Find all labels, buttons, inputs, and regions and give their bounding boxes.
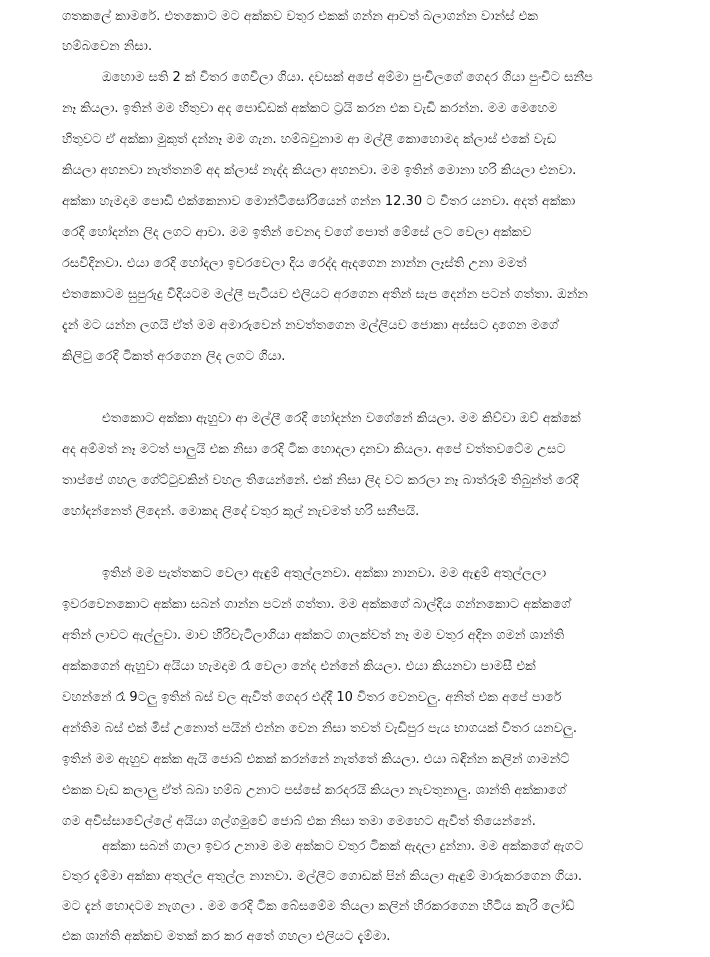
paragraph-1-line-1: ගතකලේ කාමරේ. එතකොට මට අක්කව වතුර එකක් ගන්න ආවත් බලාගන්න වාන්ස් එක [62, 9, 538, 24]
paragraph-2-line-8: එතකොටම සුපුරුදු විදියටම මල්ලී පැටියව එලියට අරගෙන අතින් සැප දෙන්න පටන් ගත්තා. ඔන්න [62, 287, 588, 302]
paragraph-4-line-6: අන්තිම බස් එක් මිස් උනොත් පයින් එන්න වෙන නිසා තවත් වැඩිපුර පැය භාගයක් විතර යනවලු. [62, 721, 577, 736]
paragraph-3-line-4: හෝදන්නෙත් ලිදෙන්. මොකද ලිදේ වතුර කූල් නැවමත් හරි සනීපයි. [62, 504, 420, 519]
paragraph-5-line-2: වතුර දැම්මා අක්කා අතුල්ල අතුල්ල නානවා. මල්ලීට ගොඩක් පින් කියලා ඇඳුම් මාරුකරගෙන ගියා. [62, 869, 582, 884]
paragraph-2-line-9: දැන් මට යන්න ලගයි ඒත් මම අමාරුවෙන් නවත්තගෙන මල්ලියව ජොකා අස්සට දාගෙන මගේ [62, 318, 559, 333]
paragraph-2-line-3: හිතුවට ඒ අක්කා මුකුත් දන්නෑ මම ගැන. හම්බවුනාම ආ මල්ලී කොහොමද ක්ලාස් එකේ වැඩ [62, 132, 557, 147]
paragraph-2-line-1: ඔහොම සති 2 ක් විතර ගෙවිලා ගියා. දවසක් අපේ අම්මා පුංචිලගේ ගෙදර ගියා පුංචිට සනීප [102, 70, 593, 85]
paragraph-4-line-8: එකක වැඩ කලාලු ඒත් බබා හම්බ උනාට පස්සේ කරදරයි කියලා නැවතුනාලු. ශාන්ති අක්කාගේ [62, 783, 566, 798]
paragraph-2-line-4: කියලා අහනවා නැත්තනම් අද ක්ලාස් නැද්ද කියලා අහනවා. මම ඉතින් මොනා හරි කියලා එනවා. [62, 163, 577, 178]
paragraph-3-line-1: එතකොට අක්කා ඇහුවා ආ මල්ලී රෙදි හෝදන්න වගේනේ කියලා. මම කිව්වා ඔව් අක්කේ [102, 411, 581, 426]
paragraph-4-line-5: වහන්නේ රෑ 9ටලු ඉතින් බස් වල ඇවිත් ගෙදර එද්දී 10 විතර වෙනවලු. අනිත් එක අපේ පාරේ [62, 690, 562, 705]
paragraph-1-line-2: හම්බවෙන නිසා. [62, 39, 153, 54]
paragraph-4-line-4: අක්කගෙන් ඇහුවා අයියා හැමදාම රෑ වෙලා නේද එන්නේ කියලා. එයා කියනවා පාමසී එක් [62, 659, 536, 674]
paragraph-3-line-3: තාප්පේ ගහල ගේට්ටුවකින් වහල තියෙන්නේ. එක් නිසා ලිද වට කරලා නෑ බාත්රූම් තිබුන්ත් රෙදි [62, 473, 579, 488]
paragraph-5-line-1: අක්කා සබන් ගාලා ඉවර උනාම මම අක්කට වතුර ටිකක් ඇදලා දුන්නා. මම අක්කගේ ඇගට [102, 839, 584, 854]
paragraph-5-line-3: මට දැන් හොදටම නැගලා . මම රෙදි ටික බේසමේම තියලා කලින් හිරකරගෙන හිටිය කැරි ලෝඩ් [62, 899, 575, 914]
paragraph-5-line-4: එක ශාන්ති අක්කව මතක් කර කර අතේ ගහලා එලියට දැම්මා. [62, 929, 391, 944]
paragraph-4-line-2: ඉවරවෙනකොට අක්කා සබන් ගාන්න පටන් ගත්තා. මම අක්කගේ බාල්දිය ගන්නකොට අක්කගේ [62, 597, 571, 612]
paragraph-4-line-3: අතින් ලාවට ඇල්ලුවා. මාව හිරිවැටිලාගියා අක්කට ගාලක්වත් නෑ මම වතුර අදින ගමන් ශාන්ති [62, 628, 565, 643]
paragraph-4-line-9: ගම අවිස්සාවේල්ලේ අයියා ගල්ගමුවේ ජොබ් එක නිසා තමා මෙහෙට ඇවිත් තියෙන්නේ. [62, 814, 536, 829]
paragraph-2-line-5: අක්කා හැමදාම පොඩි එක්කෙනාව මොන්ටිසෝරියෙන් ගන්න 12.30 ට විතර යනවා. අදත් අක්කා [62, 194, 576, 209]
paragraph-2-line-7: රසවිදිනවා. එයා රෙදි හෝදලා ඉවරවෙලා දිය රෙද්ද ඇදගෙන නාන්න ලෑස්ති උනා මමත් [62, 256, 527, 271]
paragraph-2-line-6: රෙදි හෝදන්න ලිද ලගට ආවා. මම ඉතින් වෙනදා වගේ පොත් මේසේ ලට වෙලා අක්කව [62, 225, 532, 240]
paragraph-3-line-2: අද අම්මත් නෑ මටත් පාලුයි එක නිසා රෙදි ටික හොදලා දානවා කියලා. අපේ වත්තවටේම උසට [62, 442, 566, 457]
paragraph-4-line-1: ඉතින් මම පැත්තකට වෙලා ඇඳුම් අතුල්ලනවා. අක්කා නානවා. මම ඇඳුම් අතුල්ලලා [102, 566, 547, 581]
paragraph-2-line-10: කිලිටු රෙදි ටිකත් අරගෙන ලිද ලගට ගියා. [62, 349, 286, 364]
paragraph-4-line-7: ඉතින් මම ඇහුව අක්ක ඇයි ජොබ් එකක් කරන්නේ නැත්තේ කියලා. එයා බඳින්න කලින් ගාමන්ට් [62, 752, 570, 767]
paragraph-2-line-2: නෑ කියලා. ඉතින් මම හිතුවා අද පොඩ්ඩක් අක්කට ට්‍රයි කරන එක වැඩි කරන්න. මම මෙහෙම [62, 101, 558, 116]
